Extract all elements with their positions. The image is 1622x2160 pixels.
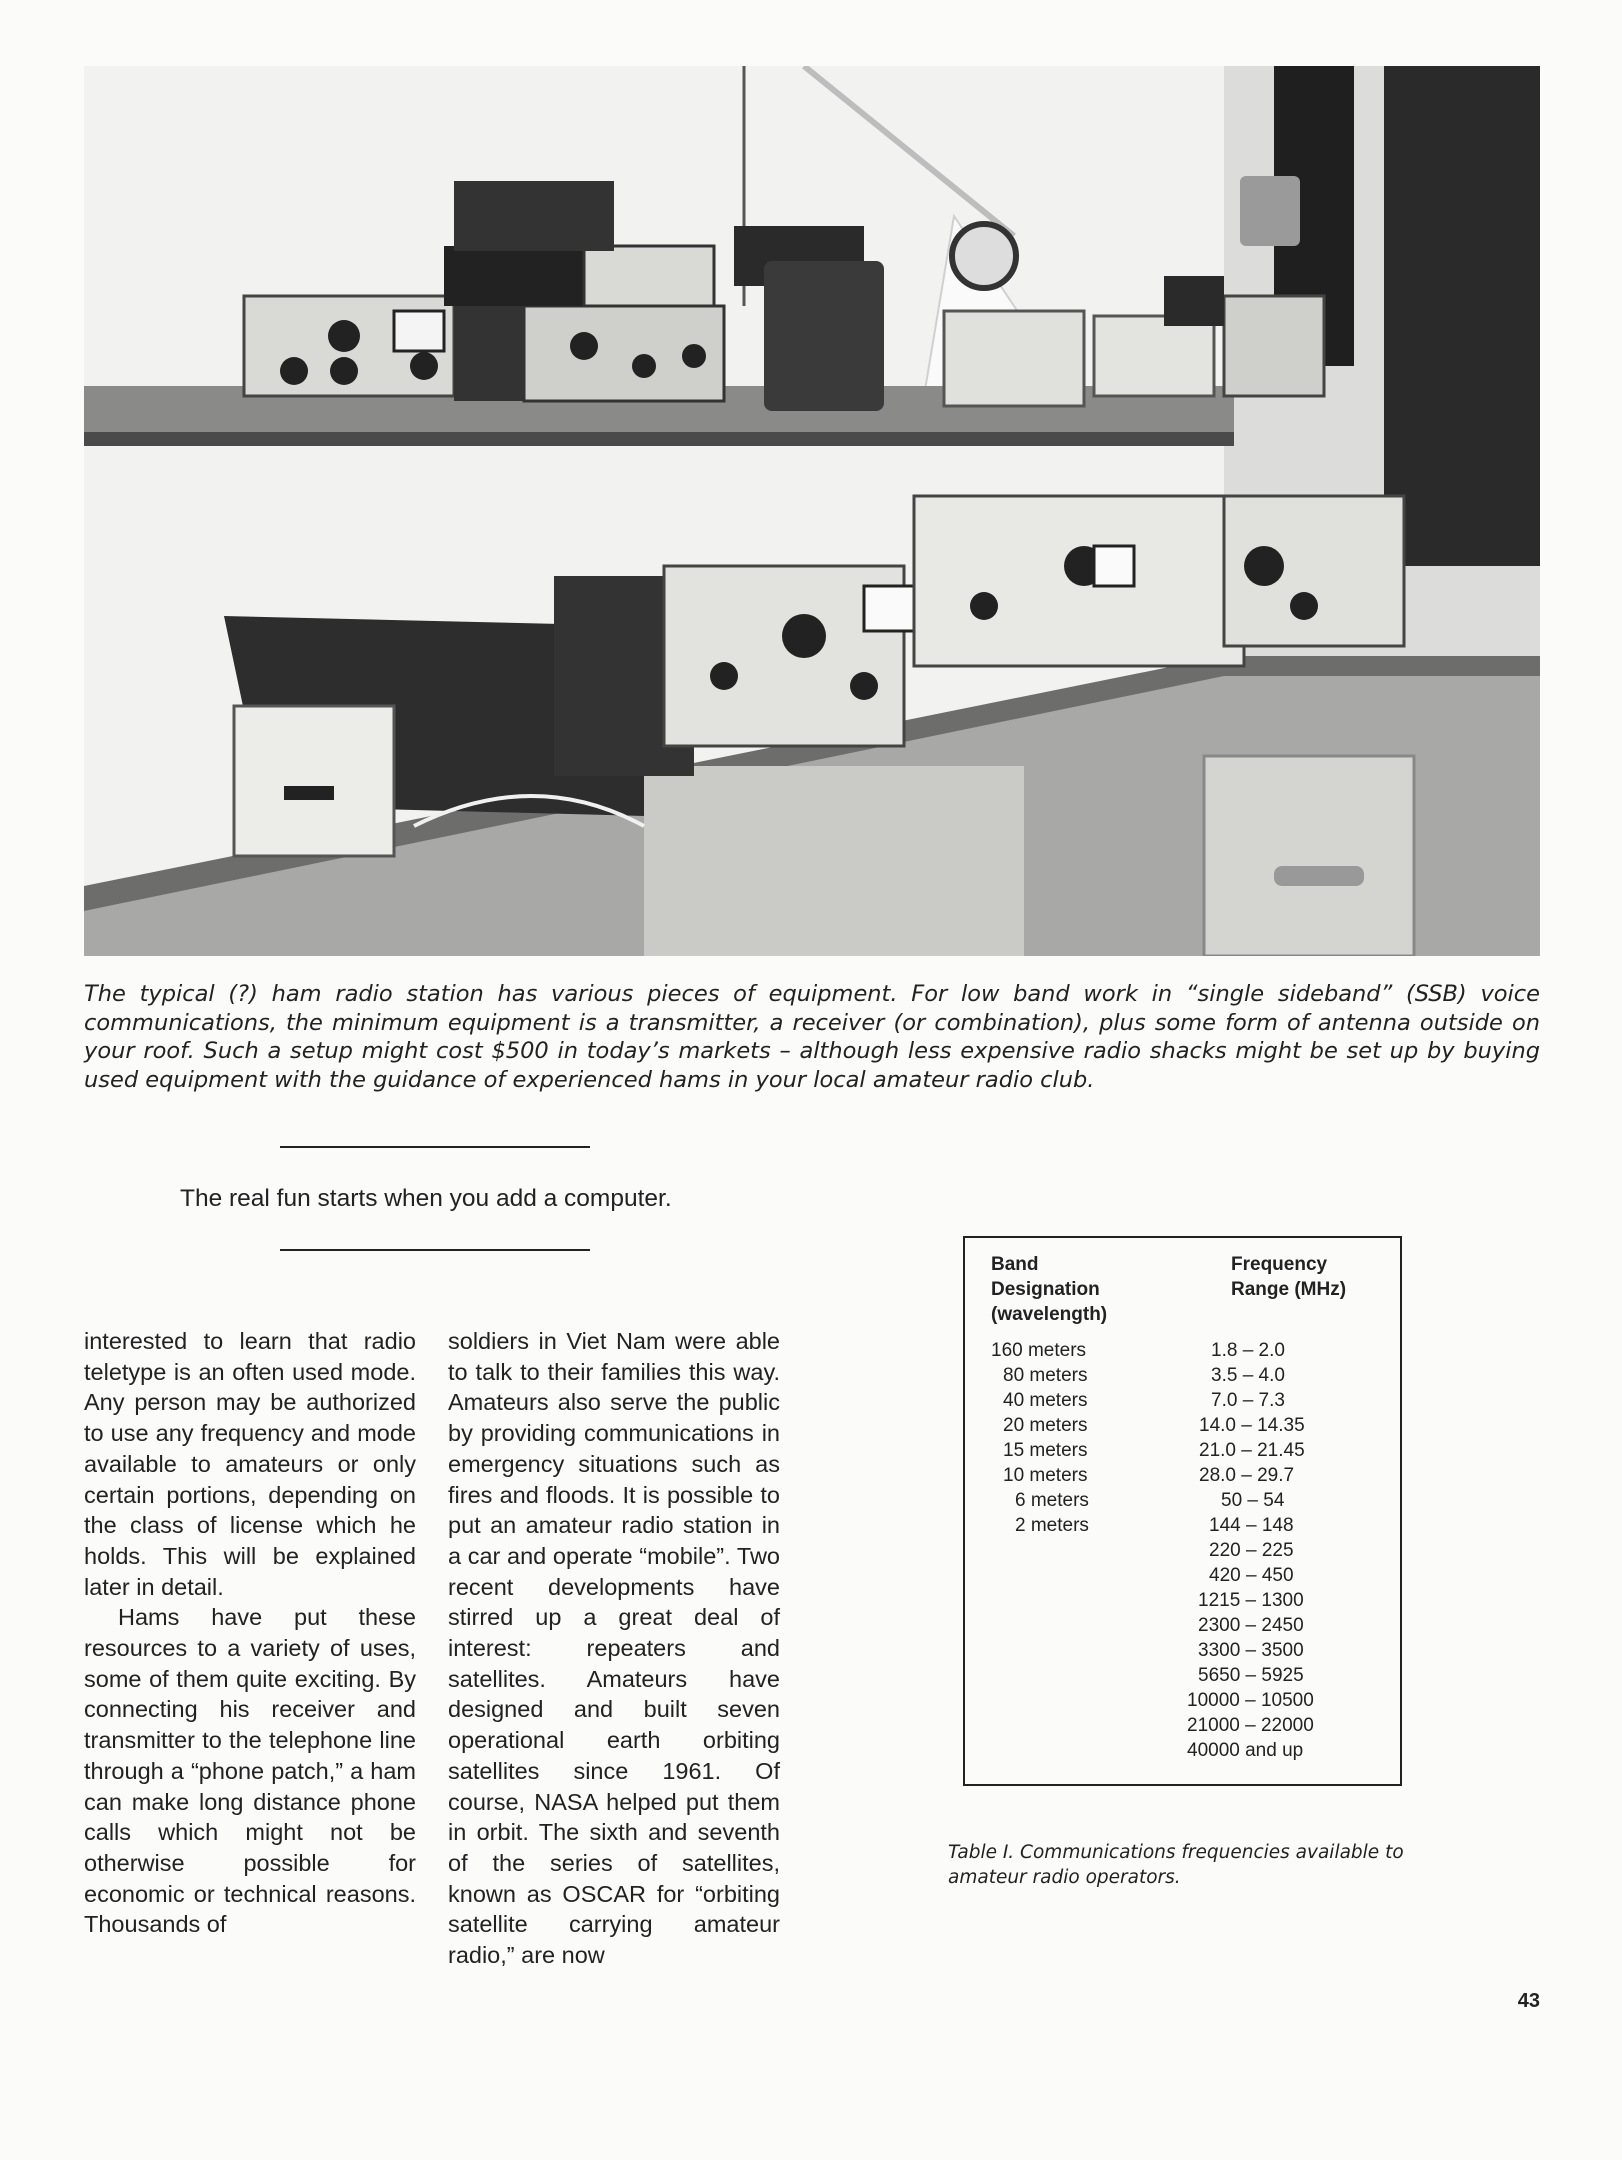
- frequency-cell: 220 – 225: [1209, 1540, 1294, 1561]
- frequency-cell: 10000 – 10500: [1187, 1690, 1314, 1711]
- band-list: [991, 1338, 1161, 1538]
- page-number: 43: [1517, 1990, 1540, 2012]
- pull-quote: The real fun starts when you add a computer.: [180, 1185, 672, 1212]
- frequency-cell: 1.8 – 2.0: [1211, 1340, 1285, 1361]
- header-band-line: Designation: [991, 1279, 1100, 1300]
- frequency-cell: 420 – 450: [1209, 1565, 1294, 1586]
- header-band-line: (wavelength): [991, 1304, 1108, 1325]
- band-cell: 15 meters: [1003, 1440, 1088, 1461]
- band-cell: 2 meters: [1015, 1515, 1089, 1536]
- frequency-cell: 2300 – 2450: [1198, 1615, 1304, 1636]
- band-cell: 10 meters: [1003, 1465, 1088, 1486]
- header-frequency-line: Range (MHz): [1231, 1279, 1347, 1300]
- frequency-cell: 7.0 – 7.3: [1211, 1390, 1285, 1411]
- band-cell: 40 meters: [1003, 1390, 1088, 1411]
- frequency-cell: 3300 – 3500: [1198, 1640, 1304, 1661]
- frequency-cell: 21.0 – 21.45: [1199, 1440, 1305, 1461]
- frequency-cell: 144 – 148: [1209, 1515, 1294, 1536]
- column-2-paragraph-1: soldiers in Viet Nam were able to talk to their families this way. Amateurs also serve the public by providing communications in emergency situations such as fires and floods. It is possible to put an amateur radio station in a car and operate “mobile”. Two recent developments have stirred up a great deal of interest: repeaters and satellites. Amateurs have designed and built seven operational earth orbiting satellites since 1961. Of course, NASA helped put them in orbit. The sixth and seventh of the series of satellites, known as OSCAR for “orbiting satellite carrying amateur radio,” are now: [448, 1328, 780, 1969]
- header-frequency-line: Frequency: [1231, 1254, 1328, 1275]
- band-cell: 6 meters: [1015, 1490, 1089, 1511]
- photo-caption: The typical (?) ham radio station has various pieces of equipment. For low band work in “single sideband” (SSB) voice communications, the minimum equipment is a transmitter, a receiver (or combination), plus some form of antenna outside on your roof. Such a setup might cost $500 in today’s markets – although less expensive radio shacks might be set up by buying used equipment with the guidance of experienced hams in your local amateur radio club.: [84, 981, 1540, 1093]
- table-header-band: [991, 1252, 1161, 1327]
- header-band-line: Band: [991, 1254, 1039, 1275]
- frequency-cell: 1215 – 1300: [1198, 1590, 1304, 1611]
- band-cell: 20 meters: [1003, 1415, 1088, 1436]
- frequency-cell: 21000 – 22000: [1187, 1715, 1314, 1736]
- text-column-2: [448, 1326, 780, 1971]
- frequency-cell: 5650 – 5925: [1198, 1665, 1304, 1686]
- frequency-cell: 50 – 54: [1221, 1490, 1285, 1511]
- column-1-paragraph-2: Hams have put these resources to a variety of uses, some of them quite exciting. By connecting his receiver and transmitter to the telephone line through a “phone patch,” a ham can make long distance phone calls which might not be otherwise possible for economic or technical reasons. Thousands of: [84, 1604, 416, 1938]
- pull-quote-bottom-rule: [280, 1249, 590, 1251]
- text-column-1: [84, 1326, 416, 1940]
- table-caption: Table I. Communications frequencies available to amateur radio operators.: [948, 1842, 1404, 1888]
- radio-station-photo: [84, 66, 1540, 956]
- frequency-cell: 3.5 – 4.0: [1211, 1365, 1285, 1386]
- frequency-cell: 40000 and up: [1187, 1740, 1304, 1761]
- column-1-paragraph-1: interested to learn that radio teletype is an often used mode. Any person may be authorized to use any frequency and mode available to amateurs or only certain portions, depending on the class of license which he holds. This will be explained later in detail.: [84, 1328, 416, 1600]
- band-cell: 80 meters: [1003, 1365, 1088, 1386]
- frequency-list: [1187, 1338, 1367, 1763]
- frequency-cell: 14.0 – 14.35: [1199, 1415, 1305, 1436]
- radio-station-image: [84, 66, 1540, 956]
- band-cell: 160 meters: [991, 1340, 1087, 1361]
- frequency-table: [963, 1236, 1402, 1786]
- pull-quote-top-rule: [280, 1146, 590, 1148]
- frequency-cell: 28.0 – 29.7: [1199, 1465, 1295, 1486]
- table-header-frequency: [1231, 1252, 1381, 1302]
